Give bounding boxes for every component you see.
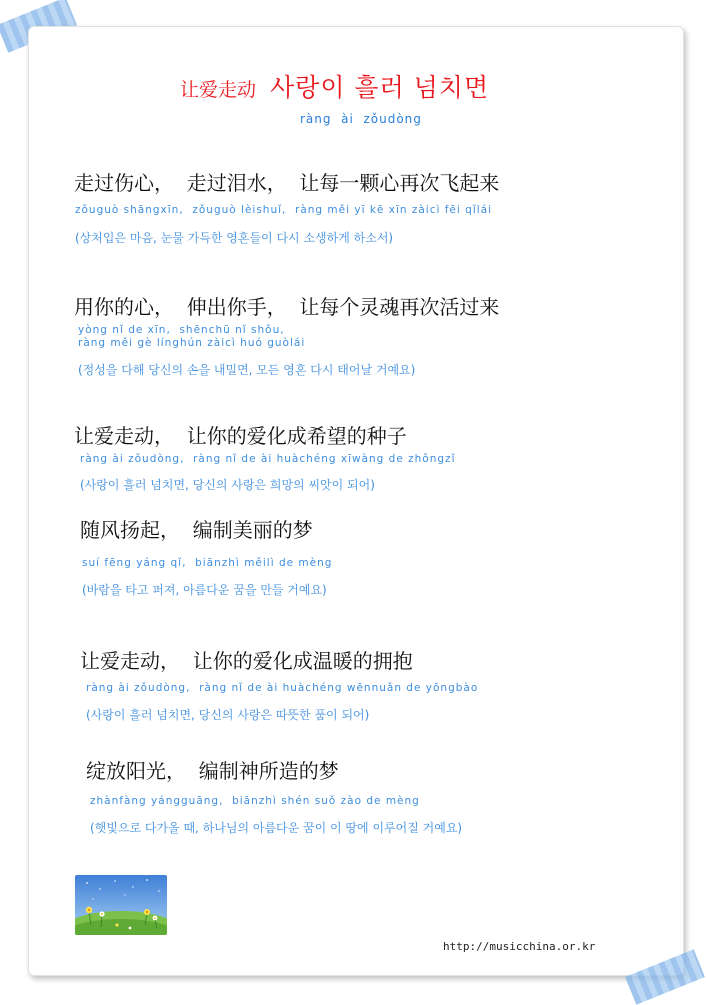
verse-3-pinyin: ràng ài zǒudòng, ràng nǐ de ài huàchéng xīwàng de zhǒngzǐ xyxy=(80,453,456,465)
verse-4-chinese: 随风扬起， 编制美丽的梦 xyxy=(80,518,313,542)
verse-4-pinyin: suí fēng yáng qǐ, biānzhì měilì de mèng xyxy=(82,557,333,569)
page-title xyxy=(180,68,489,104)
verse-2-pinyin: yòng nǐ de xīn, shēnchū nǐ shǒu, ràng měi gè línghún zàicì huó guòlái xyxy=(78,324,306,349)
title-korean: 사랑이 흘러 넘치면 xyxy=(270,73,490,102)
verse-4-korean: (바람을 타고 퍼져, 아름다운 꿈을 만들 거예요) xyxy=(82,583,327,597)
verse-3-korean: (사랑이 흘러 넘치면, 당신의 사랑은 희망의 씨앗이 되어) xyxy=(80,478,375,492)
verse-1-chinese: 走过伤心， 走过泪水， 让每一颗心再次飞起来 xyxy=(74,171,500,195)
verse-3-chinese: 让爱走动， 让你的爱化成希望的种子 xyxy=(74,424,407,448)
verse-1-pinyin: zǒuguò shāngxīn, zǒuguò lèishuǐ, ràng měi yī kē xīn zàicì fēi qǐlái xyxy=(75,204,493,216)
verse-6-korean: (햇빛으로 다가올 때, 하나님의 아름다운 꿈이 이 땅에 이루어질 거예요) xyxy=(90,821,463,835)
verse-1-korean: (상처입은 마음, 눈물 가득한 영혼들이 다시 소생하게 하소서) xyxy=(75,231,394,245)
title-pinyin: ràng ài zǒudòng xyxy=(300,112,422,126)
verse-5-chinese: 让爱走动， 让你的爱化成温暖的拥抱 xyxy=(80,649,413,673)
verse-5-pinyin: ràng ài zǒudòng, ràng nǐ de ài huàchéng wēnnuǎn de yōngbào xyxy=(86,682,479,694)
source-url[interactable]: http://musicchina.or.kr xyxy=(443,940,596,953)
title-chinese: 让爱走动 xyxy=(180,79,257,101)
verse-5-korean: (사랑이 흘러 넘치면, 당신의 사랑은 따뜻한 품이 되어) xyxy=(86,708,370,722)
verse-6-pinyin: zhànfàng yángguāng, biānzhì shén suǒ zào de mèng xyxy=(90,795,420,807)
verse-2-chinese: 用你的心， 伸出你手， 让每个灵魂再次活过来 xyxy=(74,295,500,319)
verse-6-chinese: 绽放阳光， 编制神所造的梦 xyxy=(86,759,339,783)
flower-meadow-picture xyxy=(75,875,167,935)
verse-2-korean: (정성을 다해 당신의 손을 내밀면, 모든 영혼 다시 태어날 거예요) xyxy=(78,363,416,377)
